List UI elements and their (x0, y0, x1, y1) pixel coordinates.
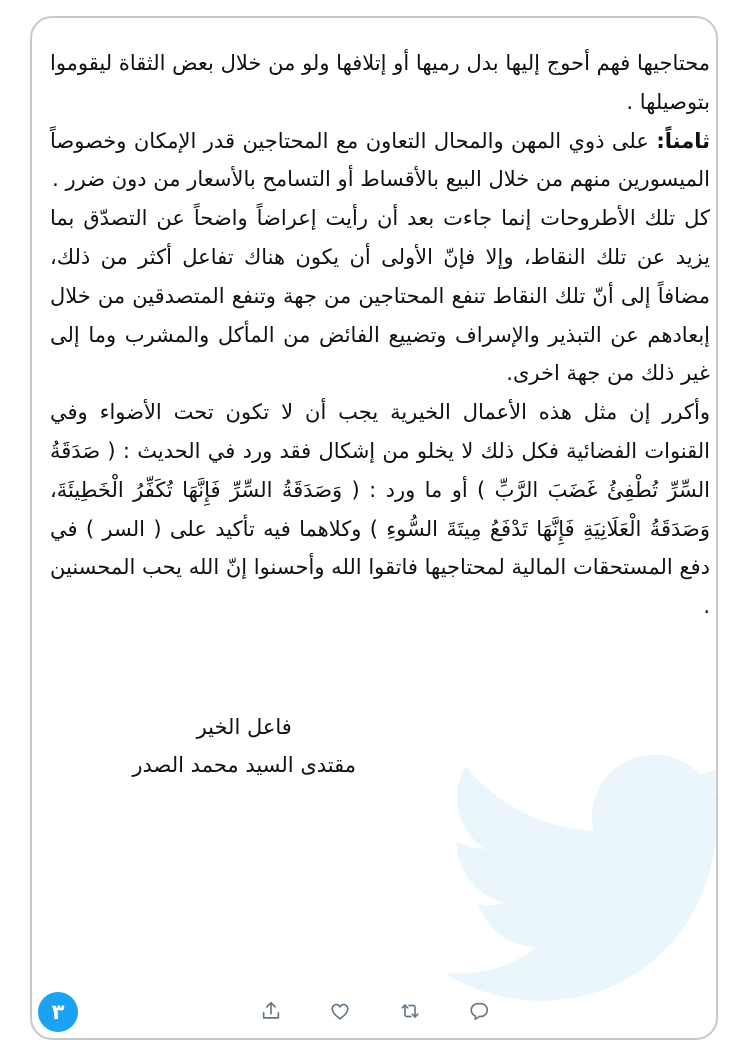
paragraph-2 (50, 122, 710, 200)
like-icon (329, 1000, 351, 1022)
like-button[interactable] (327, 998, 353, 1024)
paragraph-2-heading: ثامناً: (656, 128, 710, 153)
paragraph-1 (50, 44, 710, 122)
reply-icon (468, 1000, 490, 1022)
tweet-image-card (30, 16, 718, 1040)
paragraph-2-text: على ذوي المهن والمحال التعاون مع المحتاجين قدر الإمكان وخصوصاً الميسورين منهم من خلال البيع بالأقساط أو التسامح بالأسعار من دون ضرر . (50, 128, 710, 192)
share-button[interactable] (258, 998, 284, 1024)
retweet-button[interactable] (397, 998, 423, 1024)
reply-button[interactable] (466, 998, 492, 1024)
signature-line-2: مقتدى السيد محمد الصدر (132, 753, 356, 777)
twitter-bird-watermark-icon (412, 718, 718, 1038)
paragraph-4-text: وأكرر إن مثل هذه الأعمال الخيرية يجب أن لا تكون تحت الأضواء وفي القنوات الفضائية فكل ذلك لا يخلو من إشكال فقد ورد في الحديث : ( صَدَقَةُ السِّرِّ تُطْفِئُ غَضَبَ الرَّبِّ ) أو ما ورد : ( وَصَدَقَةُ السِّرِّ فَإِنَّهَا تُكَفِّرُ الْخَطِيئَةَ، وَصَدَقَةُ الْعَلَانِيَةِ فَإِنَّهَا تَدْفَعُ مِيتَةَ السُّوءِ ) وكلاهما فيه تأكيد على ( السر ) في دفع المستحقات المالية لمحتاجيها فاتقوا الله وأحسنوا إنّ الله يحب المحسنين . (50, 400, 710, 619)
page-number-badge: ٣ (38, 992, 78, 1032)
signature-block (132, 708, 356, 784)
signature-line-1: فاعل الخير (196, 715, 292, 739)
tweet-action-bar (258, 998, 492, 1024)
tweet-body-text (50, 44, 710, 626)
paragraph-3-text: كل تلك الأطروحات إنما جاءت بعد أن رأيت إعراضاً واضحاً عن التصدّق بما يزيد عن تلك النقاط، وإلا فإنّ الأولى أن يكون هناك تفاعل أكثر من ذلك، مضافاً إلى أنّ تلك النقاط تنفع المحتاجين من جهة وتنفع المتصدقين من خلال إبعادهم عن التبذير والإسراف وتضييع الفائض من المأكل والمشرب وما إلى غير ذلك من جهة اخرى. (50, 206, 710, 386)
paragraph-3 (50, 199, 710, 393)
share-icon (260, 1000, 282, 1022)
retweet-icon (399, 1000, 421, 1022)
paragraph-4 (50, 393, 710, 626)
paragraph-1-text: محتاجيها فهم أحوج إليها بدل رميها أو إتلافها ولو من خلال بعض الثقاة ليقوموا بتوصيلها . (50, 51, 710, 114)
